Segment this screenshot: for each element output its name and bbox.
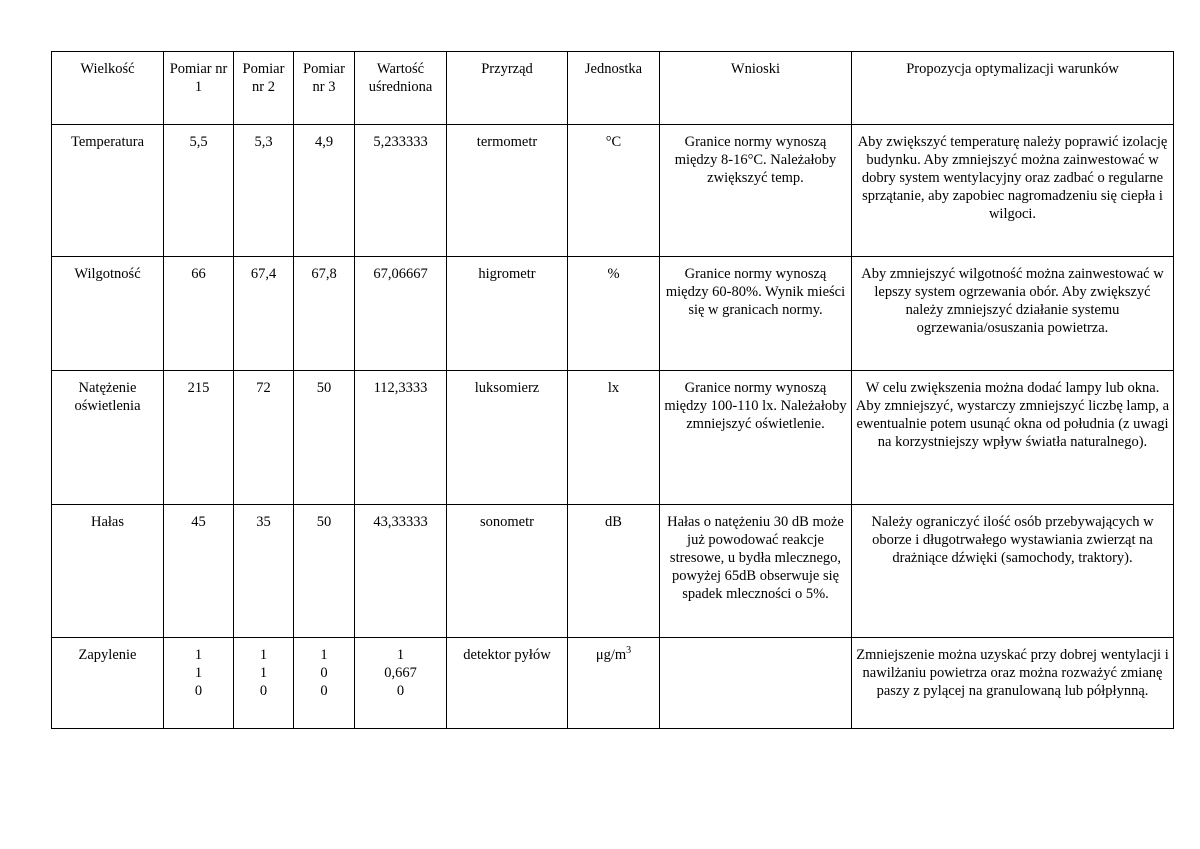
table-row [52, 371, 1174, 505]
measurement-1-cell: 215 [164, 371, 234, 505]
conclusions-cell: Hałas o natężeniu 30 dB może już powodować reakcje stresowe, u bydła mlecznego, powyżej 65dB obserwuje się spadek mleczności o 5%. [660, 505, 852, 638]
measurement-2-cell [234, 638, 294, 729]
value-line: 1 [259, 647, 268, 663]
measurement-2-cell: 72 [234, 371, 294, 505]
instrument-cell: detektor pyłów [447, 638, 568, 729]
value-line: 0 [396, 683, 405, 699]
value-line: 0,667 [384, 665, 417, 681]
measurement-1-cell: 66 [164, 257, 234, 371]
value-line: 0 [320, 683, 328, 699]
header-cell-conclusions: Wnioski [660, 52, 852, 125]
unit-cell: lx [568, 371, 660, 505]
unit-cell [568, 638, 660, 729]
unit-cell: °C [568, 125, 660, 257]
average-cell: 5,233333 [355, 125, 447, 257]
measurement-3-cell: 50 [294, 505, 355, 638]
quantity-cell: Temperatura [52, 125, 164, 257]
unit-cell: dB [568, 505, 660, 638]
quantity-cell: Natężenie oświetlenia [52, 371, 164, 505]
quantity-cell: Wilgotność [52, 257, 164, 371]
value-line: 1 [259, 665, 268, 681]
value-line: 1 [396, 647, 405, 663]
measurement-2-cell: 67,4 [234, 257, 294, 371]
header-cell-unit: Jednostka [568, 52, 660, 125]
proposal-cell: Należy ograniczyć ilość osób przebywających w oborze i długotrwałego wystawiania zwierząt na drażniące dźwięki (samochody, traktory). [852, 505, 1174, 638]
measurement-3-cell: 50 [294, 371, 355, 505]
value-line: 0 [259, 683, 268, 699]
measurement-1-cell: 45 [164, 505, 234, 638]
instrument-cell: higrometr [447, 257, 568, 371]
measurement-2-cell: 5,3 [234, 125, 294, 257]
table-row [52, 257, 1174, 371]
header-cell-quantity: Wielkość [52, 52, 164, 125]
proposal-cell: W celu zwiększenia można dodać lampy lub okna. Aby zmniejszyć, wystarczy zmniejszyć liczbę lamp, a ewentualnie potem usunąć okna od południa (z uwagi na korzystniejszy wpływ światła naturalnego). [852, 371, 1174, 505]
value-line: 0 [194, 683, 203, 699]
instrument-cell: luksomierz [447, 371, 568, 505]
table-row [52, 125, 1174, 257]
value-line: 1 [320, 647, 328, 663]
measurement-1-cell [164, 638, 234, 729]
average-cell: 43,33333 [355, 505, 447, 638]
table-row [52, 638, 1174, 729]
header-cell-avg: Wartość uśredniona [355, 52, 447, 125]
header-cell-m2: Pomiar nr 2 [234, 52, 294, 125]
value-line: 0 [320, 665, 328, 681]
unit-exponent: 3 [626, 645, 632, 657]
value-line: 1 [194, 647, 203, 663]
proposal-cell: Aby zmniejszyć wilgotność można zainwestować w lepszy system ogrzewania obór. Aby zwiększyć należy zmniejszyć działanie systemu ogrzewania/osuszania powietrza. [852, 257, 1174, 371]
measurement-2-cell: 35 [234, 505, 294, 638]
header-cell-instrument: Przyrząd [447, 52, 568, 125]
conclusions-cell: Granice normy wynoszą między 8-16°C. Należałoby zwiększyć temp. [660, 125, 852, 257]
average-cell [355, 638, 447, 729]
unit-base: μg/m [595, 647, 627, 663]
instrument-cell: termometr [447, 125, 568, 257]
header-cell-m3: Pomiar nr 3 [294, 52, 355, 125]
conclusions-cell: Granice normy wynoszą między 100-110 lx. Należałoby zmniejszyć oświetlenie. [660, 371, 852, 505]
proposal-cell: Zmniejszenie można uzyskać przy dobrej wentylacji i nawilżaniu powietrza oraz można rozważyć zmianę paszy z pylącej na granulowaną lub półpłynną. [852, 638, 1174, 729]
conclusions-cell [660, 638, 852, 729]
header-row [52, 52, 1174, 125]
measurement-1-cell: 5,5 [164, 125, 234, 257]
proposal-cell: Aby zwiększyć temperaturę należy poprawić izolację budynku. Aby zmniejszyć można zainwestować w dobry system wentylacyjny oraz zadbać o regularne sprzątanie, aby zapobiec nagromadzeniu się ciepła i wilgoci. [852, 125, 1174, 257]
unit-cell: % [568, 257, 660, 371]
measurement-table [51, 51, 1174, 729]
instrument-cell: sonometr [447, 505, 568, 638]
table-row [52, 505, 1174, 638]
measurement-3-cell [294, 638, 355, 729]
average-cell: 112,3333 [355, 371, 447, 505]
header-cell-proposal: Propozycja optymalizacji warunków [852, 52, 1174, 125]
measurement-3-cell: 4,9 [294, 125, 355, 257]
measurement-3-cell: 67,8 [294, 257, 355, 371]
quantity-cell: Hałas [52, 505, 164, 638]
conclusions-cell: Granice normy wynoszą między 60-80%. Wynik mieści się w granicach normy. [660, 257, 852, 371]
quantity-cell: Zapylenie [52, 638, 164, 729]
header-cell-m1: Pomiar nr 1 [164, 52, 234, 125]
average-cell: 67,06667 [355, 257, 447, 371]
value-line: 1 [194, 665, 203, 681]
